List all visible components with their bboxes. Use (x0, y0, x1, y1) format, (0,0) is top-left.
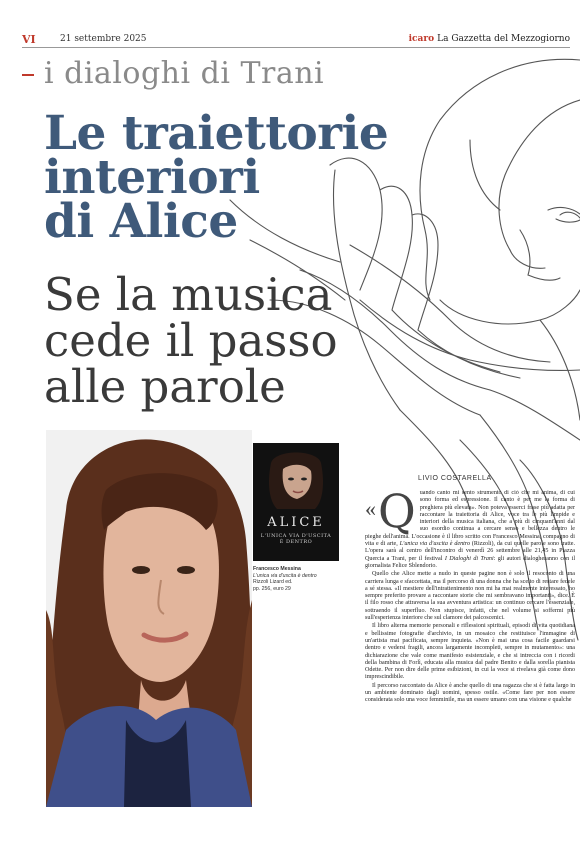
headline-line: Le traiettorie (44, 106, 389, 161)
article-paragraph: Il percorso raccontato da Alice è anche quello di una ragazza che si è fatta largo in un ambiente dominato dagli uomini, spesso ostile. «Come fare per non essere considerata solo una voce femminile, ma un essere umano con una visione e qualche (365, 682, 575, 704)
headline-line: interiori (44, 150, 260, 205)
article-text: (Rizzoli), da cui quelle parole sono tratte. L'opera sarà al centro dell'incontro di venerdì 26 settembre alle 21,45 in Piazza Quercia a Trani, per il festival (365, 541, 575, 562)
section-accent-rule (22, 74, 34, 76)
book-cover-subtitle-line: L'UNICA VIA D'USCITA (260, 533, 332, 539)
portrait-photo (46, 430, 252, 807)
brand-icaro: icaro (408, 34, 435, 44)
header-divider (22, 47, 570, 48)
byline: LIVIO COSTARELLA (418, 475, 492, 482)
page-number: VI (22, 33, 36, 46)
headline-line: di Alice (44, 194, 238, 249)
caption-publisher: Rizzoli Lizard ed. (253, 579, 293, 586)
subheadline (44, 268, 354, 413)
book-cover (253, 443, 339, 561)
brand-paper: La Gazzetta del Mezzogiorno (437, 34, 570, 44)
section-title: i dialoghi di Trani (44, 56, 325, 91)
page-header (22, 34, 570, 48)
headline (44, 106, 389, 249)
issue-date: 21 settembre 2025 (60, 34, 147, 44)
newspaper-brand (409, 34, 570, 44)
article-text: uando canto mi sento strumento di ciò che mi anima, di cui sono forma ed espressione. Il canto è per me la forma di preghiera più elevata». Non poteva esserci frase più adatta per raccontare la traiettoria di Alice, voce tra le più limpide e interiori della musica italiana, che a più di cinquant'anni dal suo esordio continua a cercare senso e bellezza dentro le pieghe dell'anima. L'occasione è il libro scritto con Francesco Messina, compagno di vita e di arte, (365, 490, 575, 548)
caption-author: Francesco Messina (253, 566, 301, 572)
subhead-line: alle parole (44, 360, 286, 413)
article-body (365, 490, 575, 810)
article-book-title: L'unica via d'uscita è dentro (399, 541, 470, 548)
book-cover-subtitle-line: È DENTRO (279, 539, 313, 545)
book-cover-subtitle (257, 533, 335, 545)
book-cover-title: ALICE (267, 515, 325, 530)
article-festival-name: I Dialoghi di Trani (444, 555, 494, 562)
subhead-line: Se la musica (44, 268, 333, 321)
caption-book-title: L'unica via d'uscita è dentro (253, 572, 317, 579)
opening-quote-mark: « (365, 496, 376, 521)
book-caption (253, 566, 349, 592)
article-paragraph: Il libro alterna memorie personali e riflessioni spirituali, episodi di vita quotidiana e bellissime fotografie d'archivio, in un mosaico che restituisce l'immagine di un'artista mai pacificata, sempre inquieta. «Non è mai una cosa facile guardarsi dentro e vedersi fragili, ancora largamente incompleti, sempre in mutamento»: una dichiarazione che vale come manifesto esistenziale, e che si intreccia con i ricordi della bambina di Forlì, educata alla musica dal padre Benito e dalla sorella pianista Odette. Per non dire delle prime esibizioni, in cui la voce si rivelava già come dono imprescindibile. (365, 623, 575, 681)
article-text: : gli autori dialogheranno con il giornalista Felice Sblendorio. (365, 555, 575, 569)
caption-details: pp. 256, euro 29 (253, 585, 291, 592)
subhead-line: cede il passo (44, 314, 338, 367)
article-paragraph: Quello che Alice mette a nudo in queste pagine non è solo il resoconto di una carriera lunga e sfaccettata, ma il percorso di una donna che ha scelto di restare fedele a sé stessa. «Il mestiere dell'intrattenimento non mi ha mai realmente interessato, ho sempre preferito provare a raccontare storie che mi sembravano importanti», dice. È il filo rosso che attraversa la sua avventura artistica: un continuo cercare l'essenziale, sottraendo il superfluo. Non stupisce, infatti, che nel volume si soffermi più sull'esperienza interiore che sul clamore dei palcoscenici. (365, 571, 575, 622)
drop-cap: Q (378, 490, 416, 538)
